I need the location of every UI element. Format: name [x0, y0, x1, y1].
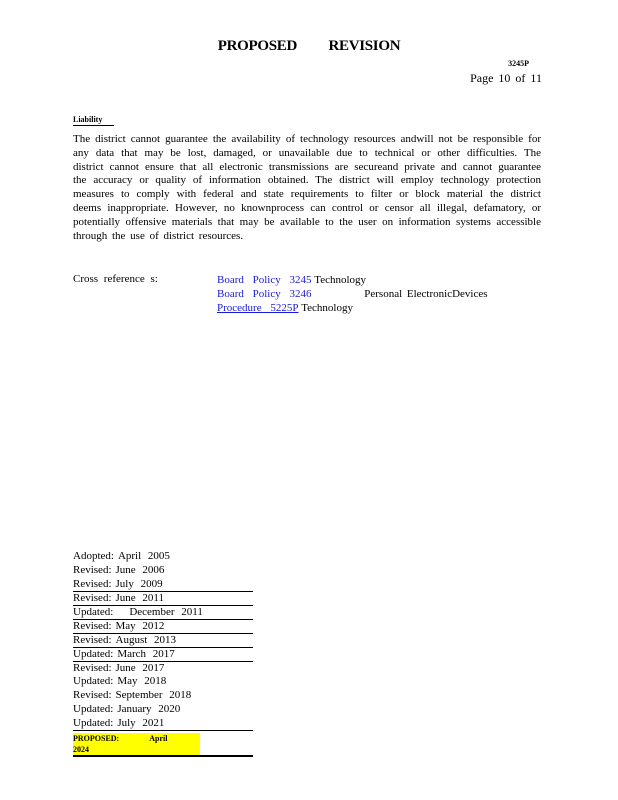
history-row — [73, 606, 253, 620]
history-row — [73, 634, 253, 648]
cross-reference-list — [217, 273, 488, 315]
history-label: Revised: — [73, 619, 112, 632]
proposed-date: April 2024 — [73, 734, 168, 755]
revision-history — [73, 550, 253, 757]
history-row — [73, 592, 253, 606]
history-label: Adopted: — [73, 550, 114, 562]
history-row — [73, 662, 253, 676]
history-row — [73, 620, 253, 634]
history-label: Updated: — [73, 675, 114, 688]
cross-reference-item — [217, 287, 488, 301]
history-label: Updated: — [73, 703, 114, 716]
history-date: July 2021 — [117, 717, 165, 730]
history-date: March 2017 — [117, 647, 175, 660]
history-label: Revised: — [73, 577, 112, 590]
document-code: 3245P — [508, 59, 529, 68]
history-label: Updated: — [73, 605, 114, 618]
history-date: January 2020 — [117, 703, 181, 716]
proposed-label: PROPOSED: — [73, 734, 120, 744]
history-row — [73, 578, 253, 592]
history-label: Updated: — [73, 647, 114, 660]
history-label: Revised: — [73, 633, 112, 646]
history-row-proposed — [73, 731, 253, 757]
history-row — [73, 648, 253, 662]
history-label: Updated: — [73, 717, 114, 730]
cross-reference-label: Cross reference s: — [73, 273, 158, 285]
history-date: June 2011 — [115, 591, 165, 604]
page-title: PROPOSED REVISION — [217, 38, 401, 54]
cross-reference-item — [217, 301, 488, 315]
page-number: Page 10 of 11 — [470, 71, 542, 85]
cross-reference-item — [217, 273, 488, 287]
cross-reference-link[interactable]: Procedure 5225P — [217, 302, 299, 314]
history-date: August 2013 — [115, 633, 177, 646]
history-date: July 2009 — [115, 577, 163, 590]
liability-paragraph: The district cannot guarantee the availability of technology resources andwill not be responsible for any data that may be lost, damaged, or unavailable due to technical or other difficulties. The district cannot ensure that all electronic transmissions are secureand private and cannot guarantee the accuracy or quality of information obtained. The district will employ technology protection measures to comply with federal and state requirements to filter or block material the district deems inappropriate. However, no knownprocess can control or censor all illegal, defamatory, or potentially offensive materials that may be available to the user on information systems accessible through the use of district resources. — [73, 133, 541, 242]
history-date: September 2018 — [115, 689, 192, 702]
history-label: Revised: — [73, 591, 112, 604]
history-date: April 2005 — [117, 550, 170, 562]
cross-reference-title: Technology — [314, 274, 367, 286]
history-date: December 2011 — [129, 605, 203, 618]
history-label: Revised: — [73, 661, 112, 674]
history-date: June 2017 — [115, 661, 165, 674]
section-heading-liability: Liability — [73, 115, 114, 126]
history-row — [73, 703, 253, 717]
history-label: Revised: — [73, 563, 112, 576]
cross-reference-title: Personal ElectronicDevices — [364, 288, 488, 300]
history-date: May 2012 — [115, 619, 165, 632]
history-row — [73, 675, 253, 689]
history-row — [73, 717, 253, 731]
history-row — [73, 564, 253, 578]
history-label: Revised: — [73, 689, 112, 702]
cross-reference-link[interactable]: Board Policy 3245 — [217, 274, 312, 286]
history-row — [73, 689, 253, 703]
history-date: June 2006 — [115, 563, 165, 576]
history-date: May 2018 — [117, 675, 167, 688]
history-row — [73, 550, 253, 564]
proposed-highlight — [73, 733, 200, 755]
cross-reference-title: Technology — [301, 302, 353, 314]
cross-reference-link[interactable]: Board Policy 3246 — [217, 288, 312, 300]
